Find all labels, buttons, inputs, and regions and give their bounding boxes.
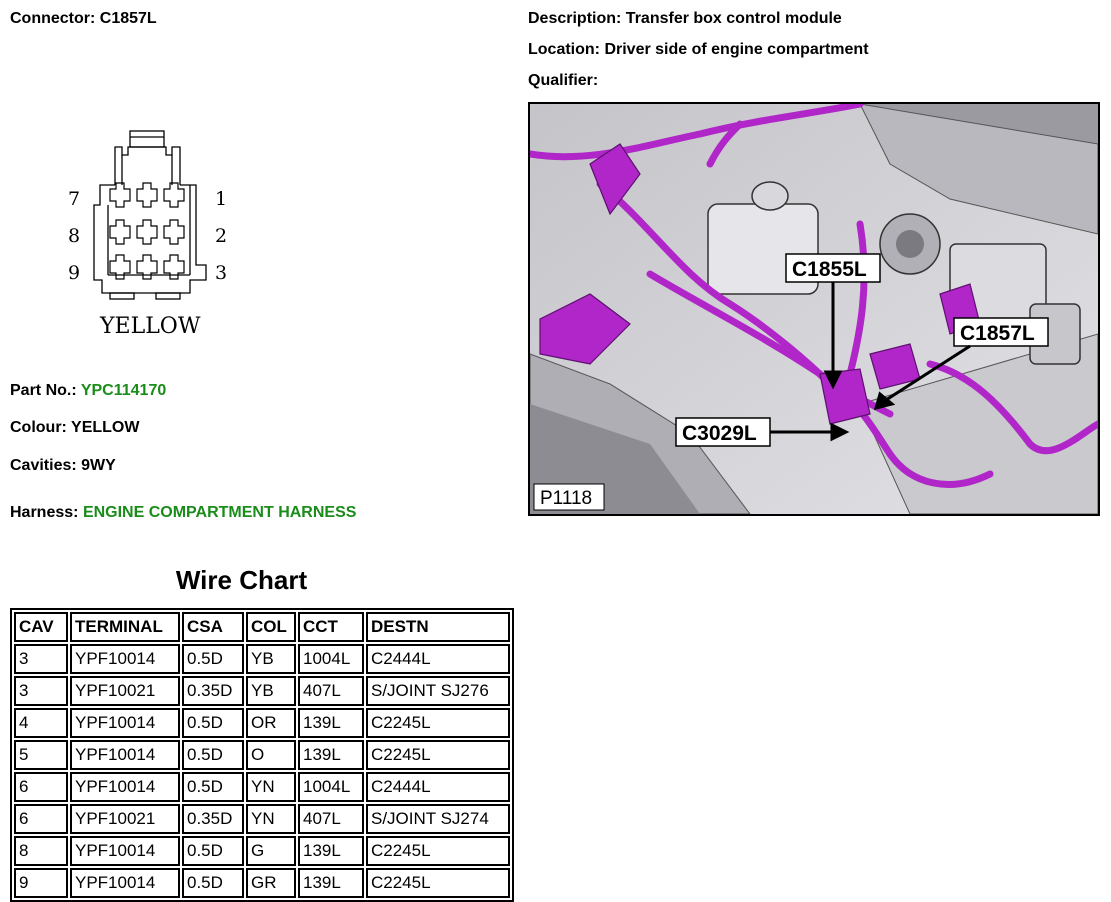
wire-chart-table (10, 608, 514, 902)
cavities-label: Cavities: (10, 457, 77, 474)
table-row (14, 868, 510, 898)
qualifier-label: Qualifier: (528, 72, 599, 89)
table-cell: 0.5D (182, 740, 244, 770)
table-row (14, 804, 510, 834)
location-field (528, 41, 869, 59)
table-cell: 1004L (298, 772, 364, 802)
table-cell: C2444L (366, 772, 510, 802)
table-row (14, 836, 510, 866)
table-cell: YPF10014 (70, 644, 180, 674)
connector-face-diagram (60, 125, 250, 345)
wire-chart-title: Wire Chart (175, 565, 308, 595)
table-cell: C2245L (366, 836, 510, 866)
table-cell: 8 (14, 836, 68, 866)
table-cell: 139L (298, 868, 364, 898)
harness-link[interactable]: ENGINE COMPARTMENT HARNESS (82, 504, 357, 521)
table-cell: 6 (14, 772, 68, 802)
connector-field (10, 10, 157, 28)
table-cell: 0.5D (182, 836, 244, 866)
cavity-5 (137, 220, 157, 244)
table-cell: 139L (298, 836, 364, 866)
table-cell: 6 (14, 804, 68, 834)
location-value: Driver side of engine compartment (604, 41, 869, 58)
table-cell: 1004L (298, 644, 364, 674)
table-cell: 0.5D (182, 868, 244, 898)
table-cell: 139L (298, 708, 364, 738)
diagram-colour-caption: YELLOW (100, 314, 201, 339)
callout-c3029l: C3029L (682, 422, 757, 445)
table-cell: YPF10014 (70, 836, 180, 866)
pin-label-1: 1 (215, 188, 228, 210)
table-cell: YPF10021 (70, 676, 180, 706)
cavities-value: 9WY (81, 457, 116, 474)
table-cell: 0.5D (182, 772, 244, 802)
pin-label-3: 3 (215, 262, 228, 284)
table-cell: C2245L (366, 708, 510, 738)
table-row (14, 772, 510, 802)
column-header: TERMINAL (70, 612, 180, 642)
wire-chart-header-row (14, 612, 510, 642)
table-cell: C2245L (366, 740, 510, 770)
colour-value: YELLOW (71, 419, 140, 436)
table-row (14, 676, 510, 706)
connector-label: Connector: (10, 10, 96, 27)
table-row (14, 740, 510, 770)
table-cell: YPF10014 (70, 740, 180, 770)
table-cell: O (246, 740, 296, 770)
pin-label-9: 9 (68, 262, 81, 284)
table-cell: YN (246, 804, 296, 834)
table-cell: YN (246, 772, 296, 802)
table-cell: YB (246, 644, 296, 674)
description-label: Description: (528, 10, 622, 27)
qualifier-field (528, 72, 598, 90)
description-field (528, 10, 842, 28)
connector-value: C1857L (99, 10, 157, 27)
table-cell: C2245L (366, 868, 510, 898)
table-cell: 0.5D (182, 708, 244, 738)
callout-c1855l: C1855L (792, 258, 867, 281)
table-row (14, 644, 510, 674)
table-cell: 0.5D (182, 644, 244, 674)
harness-label: Harness: (10, 504, 79, 521)
cavities-field (10, 457, 116, 475)
table-cell: YPF10021 (70, 804, 180, 834)
table-cell: C2444L (366, 644, 510, 674)
cavity-1 (110, 183, 130, 207)
table-cell: 139L (298, 740, 364, 770)
cavity-2 (137, 183, 157, 207)
column-header: COL (246, 612, 296, 642)
cavity-3 (164, 183, 184, 207)
column-header: CCT (298, 612, 364, 642)
cavity-6 (164, 220, 184, 244)
location-label: Location: (528, 41, 600, 58)
table-cell: YB (246, 676, 296, 706)
table-cell: GR (246, 868, 296, 898)
colour-label: Colour: (10, 419, 67, 436)
pin-label-2: 2 (215, 225, 228, 247)
table-cell: 0.35D (182, 676, 244, 706)
part-no-link[interactable]: YPC114170 (80, 382, 167, 399)
photo-ref: P1118 (540, 488, 593, 509)
table-cell: 5 (14, 740, 68, 770)
table-cell: S/JOINT SJ276 (366, 676, 510, 706)
table-cell: YPF10014 (70, 708, 180, 738)
table-cell: 3 (14, 644, 68, 674)
table-cell: YPF10014 (70, 772, 180, 802)
colour-field (10, 419, 139, 437)
table-cell: 9 (14, 868, 68, 898)
table-cell: 407L (298, 676, 364, 706)
table-cell: OR (246, 708, 296, 738)
table-cell: 3 (14, 676, 68, 706)
callout-c1857l: C1857L (960, 322, 1035, 345)
wire-chart-body (14, 644, 510, 898)
table-row (14, 708, 510, 738)
table-cell: 0.35D (182, 804, 244, 834)
location-photo (528, 102, 1100, 516)
part-no-field (10, 382, 166, 400)
description-value: Transfer box control module (625, 10, 842, 27)
cavity-4 (110, 220, 130, 244)
table-cell: YPF10014 (70, 868, 180, 898)
table-cell: 4 (14, 708, 68, 738)
column-header: CSA (182, 612, 244, 642)
harness-field (10, 504, 356, 522)
column-header: DESTN (366, 612, 510, 642)
pin-label-7: 7 (68, 188, 81, 210)
pin-label-8: 8 (68, 225, 81, 247)
part-no-label: Part No.: (10, 382, 77, 399)
table-cell: S/JOINT SJ274 (366, 804, 510, 834)
table-cell: G (246, 836, 296, 866)
column-header: CAV (14, 612, 68, 642)
table-cell: 407L (298, 804, 364, 834)
